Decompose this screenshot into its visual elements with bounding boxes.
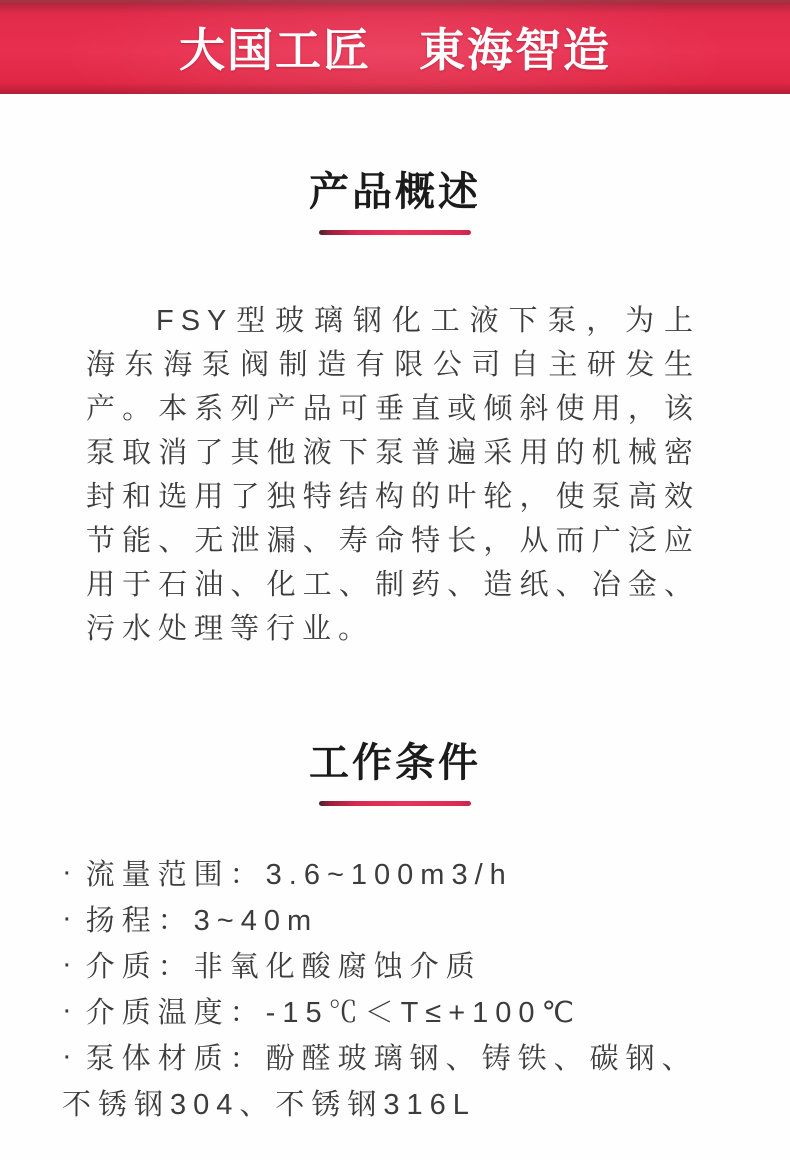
list-item	[62, 944, 706, 990]
conditions-list	[62, 852, 706, 1128]
overview-section	[0, 172, 790, 651]
section-title-overview: 产品概述	[309, 170, 481, 214]
list-item-text: 扬程：3~40m	[85, 905, 319, 937]
list-item-text: 介质温度：-15℃＜T≤+100℃	[85, 997, 582, 1029]
bullet-icon: ·	[62, 994, 72, 1026]
list-item-text: 泵体材质：酚醛玻璃钢、铸铁、碳钢、不锈钢304、不锈钢316L	[62, 1043, 698, 1121]
top-banner	[0, 0, 790, 94]
bullet-icon: ·	[62, 856, 72, 888]
bullet-icon: ·	[62, 902, 72, 934]
conditions-title-underline	[319, 801, 471, 806]
section-title-conditions: 工作条件	[309, 741, 481, 785]
list-item-text: 介质：非氧化酸腐蚀介质	[85, 951, 482, 983]
overview-title-underline	[319, 230, 471, 235]
banner-title: 大国工匠 東海智造	[179, 24, 611, 76]
list-item	[62, 1036, 706, 1128]
list-item	[62, 852, 706, 898]
list-item	[62, 898, 706, 944]
bullet-icon: ·	[62, 948, 72, 980]
list-item-text: 流量范围：3.6~100m3/h	[85, 859, 513, 891]
list-item	[62, 990, 706, 1036]
bullet-icon: ·	[62, 1040, 72, 1072]
conditions-section	[0, 743, 790, 1128]
overview-paragraph: FSY型玻璃钢化工液下泵，为上海东海泵阀制造有限公司自主研发生产。本系列产品可垂直或倾斜使用，该泵取消了其他液下泵普遍采用的机械密封和选用了独特结构的叶轮，使泵高效节能、无泄漏、寿命特长，从而广泛应用于石油、化工、制药、造纸、冶金、污水处理等行业。	[86, 305, 700, 645]
